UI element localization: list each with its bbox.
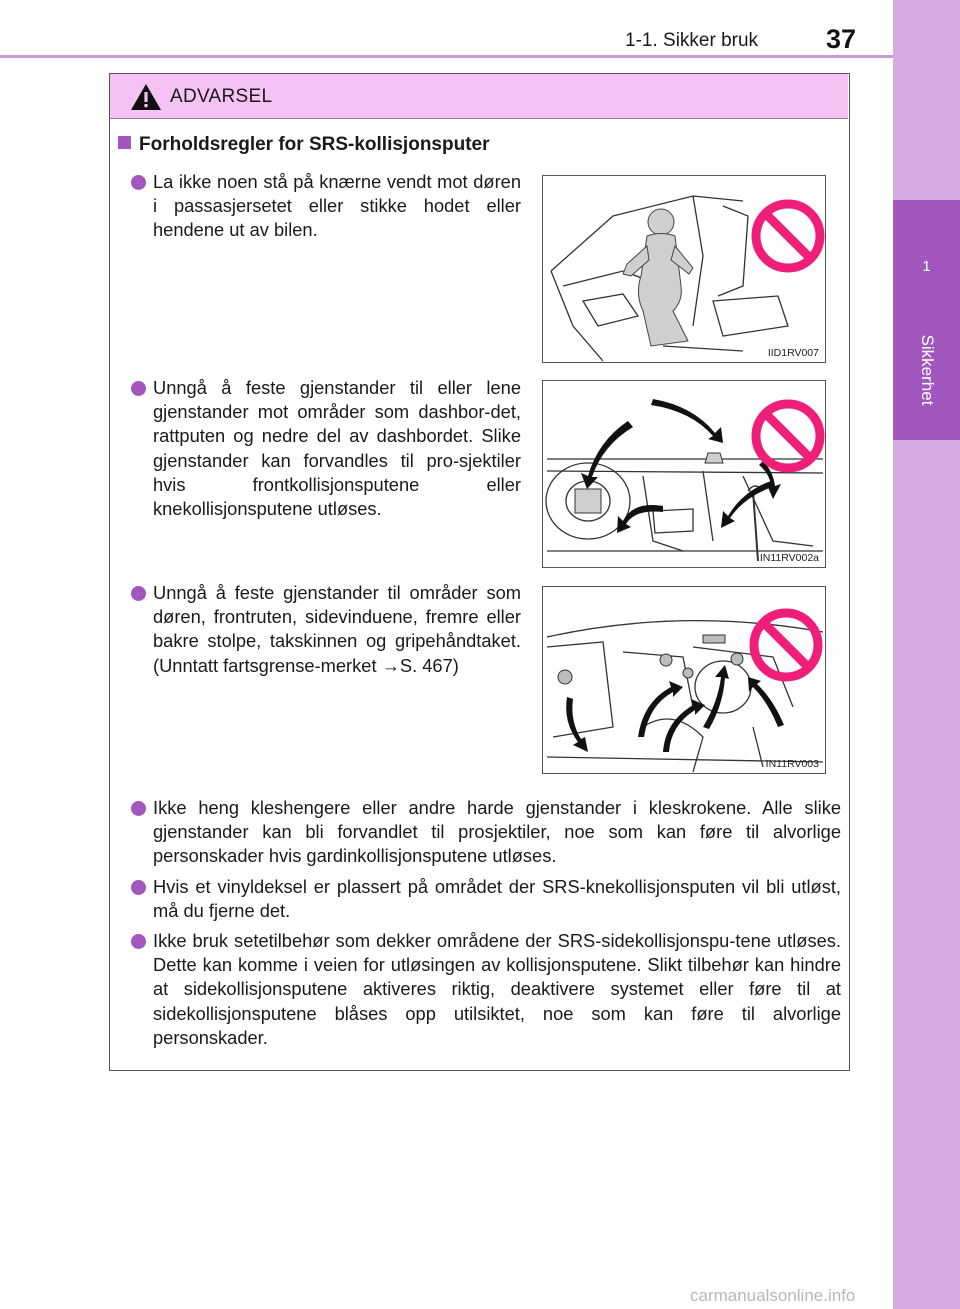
header-rule	[0, 55, 893, 58]
chapter-number: 1	[922, 258, 931, 275]
bullet-dot-icon	[131, 175, 146, 190]
warning-subheading: Forholdsregler for SRS-kollisjonsputer	[118, 134, 490, 156]
bullet-dot-icon	[131, 801, 146, 816]
figure-code: IID1RV007	[767, 347, 819, 359]
chapter-side-tab	[893, 0, 960, 1309]
warning-label: ADVARSEL	[170, 86, 273, 107]
figure-kneeling-passenger	[542, 175, 826, 363]
bullet-item: Unngå å feste gjenstander til eller lene gjenstander mot områder som dashbor-det, rattputen og nedre del av dashbordet. Slike gjenstander kan forvandles til pro-sjektiler hvis frontkollisjonsputene eller knekollisjonsputene utløses.	[153, 376, 521, 521]
warning-box	[109, 73, 850, 1071]
bullet-dot-icon	[131, 586, 146, 601]
bullet-item: La ikke noen stå på knærne vendt mot døren i passasjersetet eller stikke hodet eller hendene ut av bilen.	[153, 170, 521, 243]
watermark: carmanualsonline.info	[690, 1286, 856, 1305]
figure-cabin-objects	[542, 586, 826, 774]
prohibition-sign-icon	[543, 381, 826, 568]
bullet-dot-icon	[131, 381, 146, 396]
bullet-dot-icon	[131, 880, 146, 895]
bullet-item: Unngå å feste gjenstander til områder som døren, frontruten, sidevinduene, fremre eller bakre stolpe, takskinnen og gripehåndtaket. (Unntatt fartsgrense-merket →S. 467)	[153, 581, 521, 678]
bullet-dot-icon	[131, 934, 146, 949]
warning-header	[110, 74, 848, 119]
bullet-item: Hvis et vinyldeksel er plassert på området der SRS-knekollisjonsputen vil bli utløst, må du fjerne det.	[153, 875, 841, 923]
figure-dashboard-objects	[542, 380, 826, 568]
warning-triangle-icon	[130, 83, 162, 111]
bullet-item: Ikke heng kleshengere eller andre harde gjenstander i kleskrokene. Alle slike gjenstander kan bli forvandlet til prosjektiler, noe som kan føre til alvorlige personskader hvis gardinkollisjonsputene utløses.	[153, 796, 841, 869]
square-bullet-icon	[118, 136, 131, 149]
prohibition-sign-icon	[543, 176, 826, 363]
section-title: 1-1. Sikker bruk	[625, 30, 759, 51]
page-number: 37	[826, 24, 857, 54]
figure-code: IN11RV002a	[759, 552, 819, 564]
bullet-item: Ikke bruk setetilbehør som dekker områdene der SRS-sidekollisjonspu-tene utløses. Dette kan komme i veien for utløsingen av kollisjonsputene. Slikt tilbehør kan hindre at sidekollisjonsputene aktiveres riktig, deaktivere systemet eller føre til at sidekollisjonsputene blåses opp utilsiktet, noe som kan føre til alvorlige personskader.	[153, 929, 841, 1050]
figure-code: IN11RV003	[765, 758, 819, 770]
prohibition-sign-icon	[543, 587, 826, 774]
chapter-name: Sikkerhet	[918, 334, 937, 406]
